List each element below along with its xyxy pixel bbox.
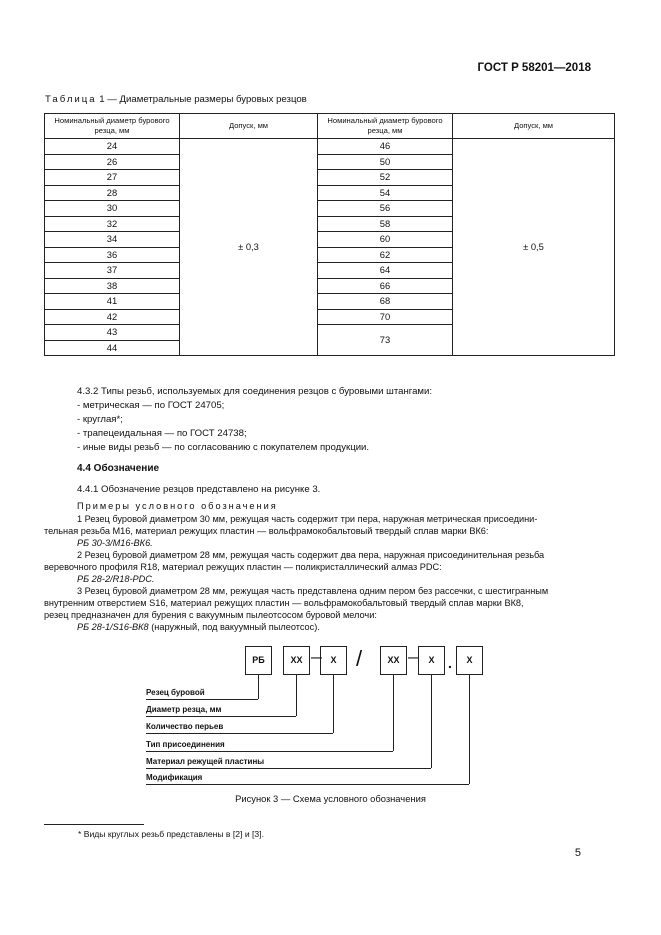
table-cell: 56 (318, 201, 453, 217)
label-blades: Количество перьев (146, 722, 224, 731)
table-cell: 68 (318, 294, 453, 310)
table-header-cell: Номинальный диаметр бурового резца, мм (45, 114, 180, 139)
figure-caption: Рисунок 3 — Схема условного обозначения (235, 793, 426, 804)
scheme-box-material: X (418, 646, 445, 675)
example-1-line: тельная резьба М16, материал режущих пластин — вольфрамокобальтовый твердый сплав марки ВК6: (44, 526, 489, 536)
table-cell: 27 (45, 170, 180, 186)
leader-line (146, 751, 393, 752)
table-cell: 60 (318, 232, 453, 248)
table-cell: 70 (318, 309, 453, 325)
table-cell: 38 (45, 278, 180, 294)
leader-line (146, 784, 469, 785)
table-cell: 28 (45, 185, 180, 201)
label-cutter: Резец буровой (146, 688, 205, 697)
footnote: * Виды круглых резьб представлены в [2] и [3]. (78, 829, 264, 839)
section-heading-4-4: 4.4 Обозначение (77, 463, 160, 474)
table-cell: 52 (318, 170, 453, 186)
examples-title: Примеры условного обозначения (77, 501, 278, 511)
table-cell: 54 (318, 185, 453, 201)
diameter-table (44, 113, 615, 356)
clause-4-4-1: 4.4.1 Обозначение резцов представлено на рисунке 3. (77, 484, 321, 495)
table-cell: 36 (45, 247, 180, 263)
scheme-dash: — (408, 652, 419, 664)
example-3-line: резец предназначен для бурения с вакуумным пылеотсосом буровой мелочи: (44, 610, 377, 620)
table-header-cell: Допуск, мм (453, 114, 615, 139)
list-item: - трапецеидальная — по ГОСТ 24738; (77, 428, 247, 439)
tolerance-right: ± 0,5 (453, 139, 615, 356)
table-header-row (45, 114, 615, 139)
table-header-cell: Номинальный диаметр бурового резца, мм (318, 114, 453, 139)
example-3-line: 3 Резец буровой диаметром 28 мм, режущая часть представлена одним пером без рассечки, с шестигранным (77, 586, 549, 596)
label-connection: Тип присоединения (146, 740, 225, 749)
leader-line (146, 733, 333, 734)
table-caption-text: 1 — Диаметральные размеры буровых резцов (96, 94, 307, 105)
example-2-line: 2 Резец буровой диаметром 28 мм, режущая часть содержит два пера, наружная присоединительная резьба (77, 550, 545, 560)
list-item: - круглая*; (77, 414, 123, 425)
table-cell: 41 (45, 294, 180, 310)
label-modification: Модификация (146, 773, 203, 782)
table-cell: 30 (45, 201, 180, 217)
leader-line (146, 768, 431, 769)
document-code: ГОСТ Р 58201—2018 (477, 62, 591, 74)
leader-line (146, 699, 258, 700)
example-2-code: РБ 28-2/R18-PDC. (77, 574, 155, 584)
label-diameter: Диаметр резца, мм (146, 705, 222, 714)
example-3-suffix: (наружный, под вакуумный пылеотсос). (148, 622, 320, 632)
leader-line (431, 674, 432, 768)
scheme-box-blades: X (320, 646, 347, 675)
scheme-slash: / (356, 646, 363, 671)
table-cell: 26 (45, 154, 180, 170)
scheme-box-connection: XX (380, 646, 407, 675)
table-cell: 42 (45, 309, 180, 325)
tolerance-left: ± 0,3 (180, 139, 318, 356)
leader-line (333, 674, 334, 733)
scheme-box-rb: РБ (245, 646, 272, 675)
table-cell: 43 (45, 325, 180, 341)
example-3-code: РБ 28-1/S16-ВК8 (77, 622, 149, 632)
list-item: - иные виды резьб — по согласованию с покупателем продукции. (77, 442, 370, 453)
scheme-dash: — (311, 652, 322, 664)
scheme-box-modification: X (456, 646, 483, 675)
table-cell: 66 (318, 278, 453, 294)
table-cell: 44 (45, 340, 180, 356)
table-cell: 50 (318, 154, 453, 170)
table-cell: 64 (318, 263, 453, 279)
scheme-dot: . (448, 655, 452, 671)
page-number: 5 (574, 847, 581, 859)
example-3-line: внутренним отверстием S16, материал режущих пластин — вольфрамокобальтовый твердый сплав марки ВК8, (44, 598, 524, 608)
label-material: Материал режущей пластины (146, 757, 265, 766)
table-cell: 62 (318, 247, 453, 263)
footnote-separator (44, 824, 144, 825)
scheme-box-diameter: XX (283, 646, 310, 675)
table-cell: 24 (45, 139, 180, 155)
leader-line (393, 674, 394, 751)
example-1-line: 1 Резец буровой диаметром 30 мм, режущая часть содержит три пера, наружная метрическая присоедини- (77, 514, 538, 524)
table-row (45, 139, 615, 155)
leader-line (258, 674, 259, 699)
table-caption (45, 94, 307, 105)
clause-4-3-2: 4.3.2 Типы резьб, используемых для соединения резцов с буровыми штангами: (77, 386, 433, 397)
example-2-line: веревочного профиля R18, материал режущих пластин — поликристаллический алмаз PDC: (44, 562, 442, 572)
table-cell: 58 (318, 216, 453, 232)
leader-line (469, 674, 470, 784)
table-cell: 32 (45, 216, 180, 232)
table-cell: 46 (318, 139, 453, 155)
table-cell: 34 (45, 232, 180, 248)
table-caption-word: Таблица (45, 94, 97, 105)
list-item: - метрическая — по ГОСТ 24705; (77, 400, 225, 411)
example-1-code: РБ 30-3/М16-ВК6. (77, 538, 153, 548)
table-cell: 37 (45, 263, 180, 279)
leader-line (296, 674, 297, 716)
leader-line (146, 716, 296, 717)
table-header-cell: Допуск, мм (180, 114, 318, 139)
table-cell: 73 (318, 325, 453, 356)
